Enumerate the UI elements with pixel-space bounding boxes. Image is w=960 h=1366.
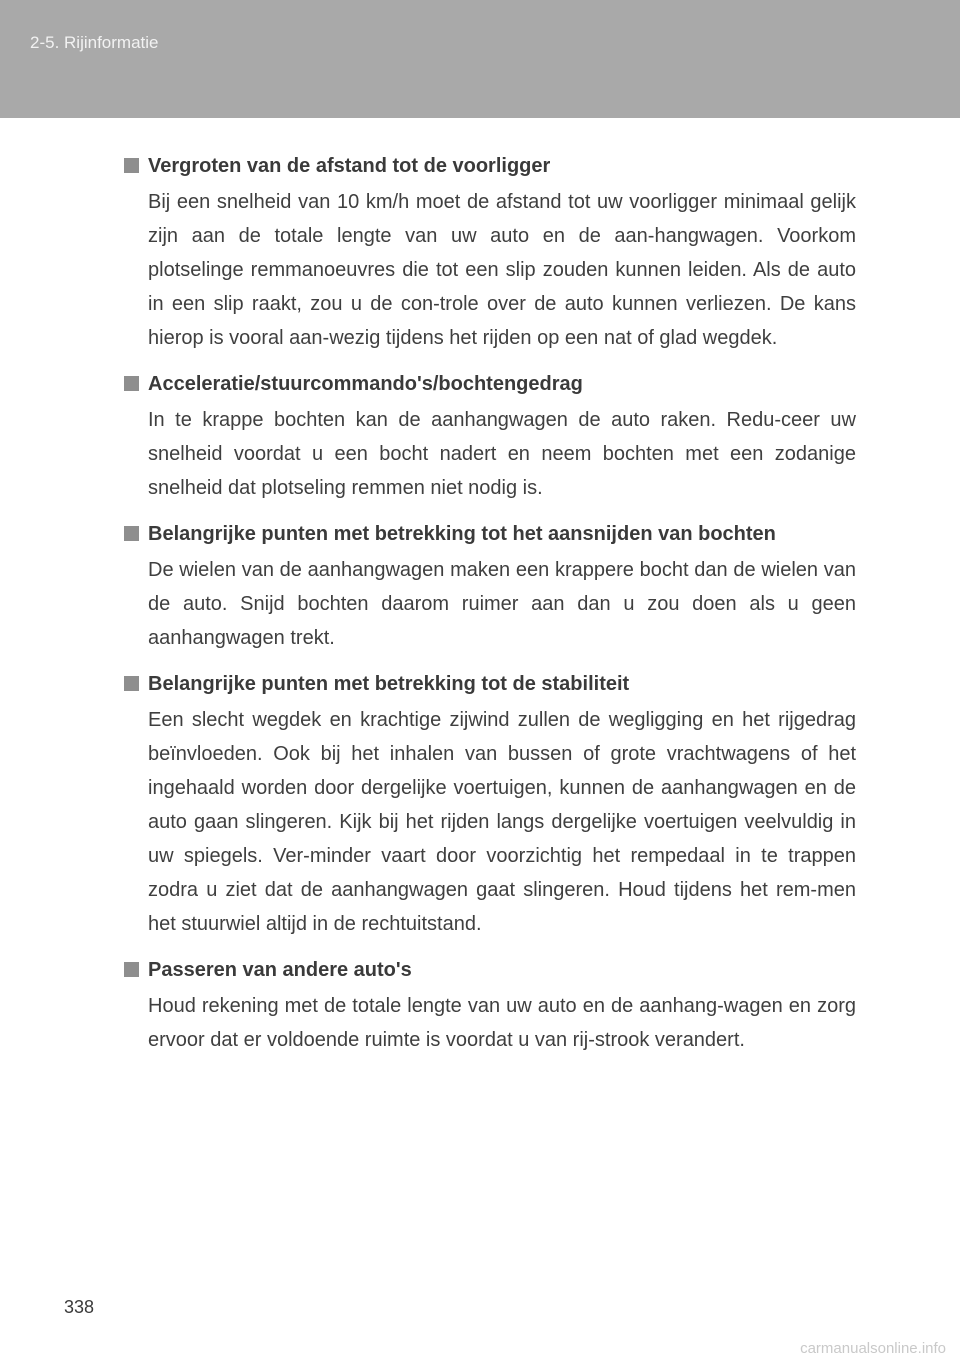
section-heading-text: Passeren van andere auto's <box>148 959 412 981</box>
section-heading-text: Belangrijke punten met betrekking tot het aansnijden van bochten <box>148 523 776 545</box>
section-cornering <box>124 518 856 655</box>
section-body: In te krappe bochten kan de aanhangwagen de auto raken. Redu-ceer uw snelheid voordat u een bocht nadert en neem bochten met een zodanige snelheid dat plotseling remmen niet nodig is. <box>148 409 856 499</box>
section-acceleration-steering <box>124 368 856 505</box>
watermark: carmanualsonline.info <box>800 1340 946 1357</box>
page-number: 338 <box>64 1297 95 1317</box>
header-band <box>0 0 960 118</box>
section-heading <box>124 150 856 182</box>
section-heading <box>124 518 856 550</box>
section-heading-text: Vergroten van de afstand tot de voorligger <box>148 155 551 177</box>
section-heading <box>124 954 856 986</box>
section-passing <box>124 954 856 1057</box>
section-body: Een slecht wegdek en krachtige zijwind zullen de wegligging en het rijgedrag beïnvloeden. Ook bij het inhalen van bussen of grote vrachtwagens of het ingehaald worden door dergelijke voertuigen, kunnen de aanhangwagen en de auto gaan slingeren. Kijk bij het rijden langs dergelijke voertuigen veelvuldig in uw spiegels. Ver-minder vaart door voorzichtig het rempedaal in te trappen zodra u ziet dat de aanhangwagen gaat slingeren. Houd tijdens het rem-men het stuurwiel altijd in de rechtuitstand. <box>148 709 856 935</box>
square-bullet-icon <box>124 676 139 691</box>
section-body: Houd rekening met de totale lengte van uw auto en de aanhang-wagen en zorg ervoor dat er voldoende ruimte is voordat u van rij-strook verandert. <box>148 995 856 1051</box>
square-bullet-icon <box>124 962 139 977</box>
section-heading <box>124 668 856 700</box>
square-bullet-icon <box>124 376 139 391</box>
section-heading-text: Acceleratie/stuurcommando's/bochtengedrag <box>148 373 583 395</box>
square-bullet-icon <box>124 526 139 541</box>
section-stability <box>124 668 856 941</box>
section-body: De wielen van de aanhangwagen maken een krappere bocht dan de wielen van de auto. Snijd bochten daarom ruimer aan dan u zou doen als u geen aanhangwagen trekt. <box>148 559 856 649</box>
section-following-distance <box>124 150 856 355</box>
square-bullet-icon <box>124 158 139 173</box>
section-heading-text: Belangrijke punten met betrekking tot de stabiliteit <box>148 673 630 695</box>
section-heading <box>124 368 856 400</box>
section-title: 2-5. Rijinformatie <box>30 33 159 52</box>
content <box>124 150 856 1070</box>
section-body: Bij een snelheid van 10 km/h moet de afstand tot uw voorligger minimaal gelijk zijn aan de totale lengte van uw auto en de aan-hangwagen. Voorkom plotselinge remmanoeuvres die tot een slip zouden kunnen leiden. Als de auto in een slip raakt, zou u de con-trole over de auto kunnen verliezen. De kans hierop is vooral aan-wezig tijdens het rijden op een nat of glad wegdek. <box>148 191 856 349</box>
